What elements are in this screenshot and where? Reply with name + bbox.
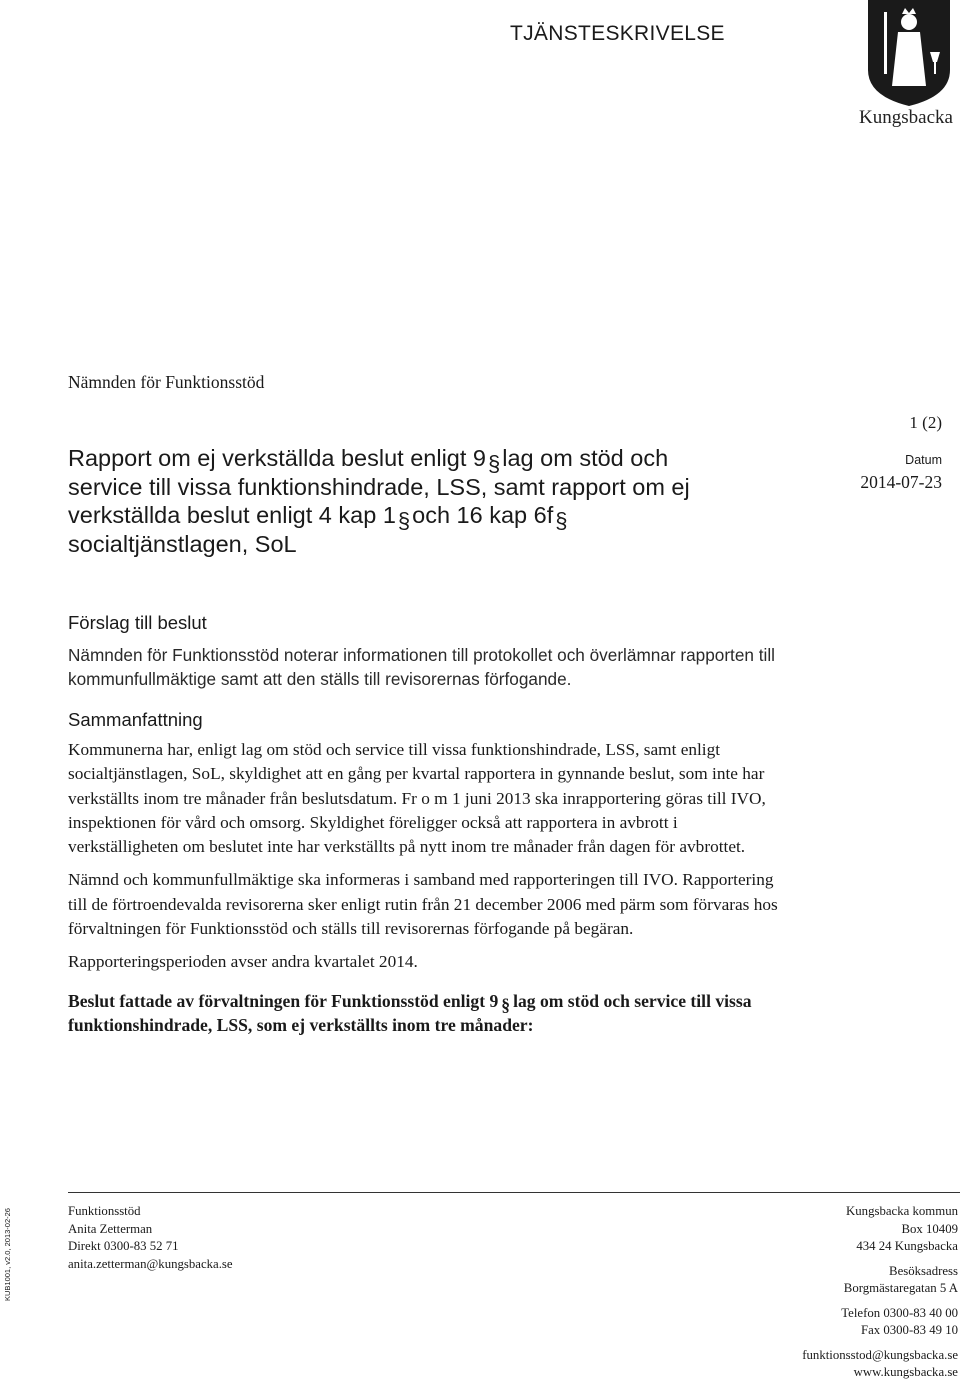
title-text: socialtjänstlagen, SoL [68, 531, 297, 557]
decision-heading [68, 989, 788, 1038]
footer-org-fax: Fax 0300-83 49 10 [860, 1323, 958, 1337]
footer-website-link[interactable]: www.kungsbacka.se [853, 1365, 958, 1379]
footer-org-name: Kungsbacka kommun [846, 1204, 958, 1218]
section-sign: § [501, 994, 511, 1015]
form-code: KUB1001, v2.0, 2013-02-26 [3, 1208, 12, 1301]
summary-heading: Sammanfattning [68, 709, 203, 730]
title-text: och 16 kap 6f [412, 502, 554, 528]
title-text: service till vissa funktionshindrade, LSS, samt rapport om ej [68, 474, 690, 500]
footer-phone: Direkt 0300-83 52 71 [68, 1239, 179, 1253]
footer-visit-address: Borgmästaregatan 5 A [843, 1281, 958, 1295]
section-sign: § [488, 451, 501, 476]
date-label: Datum [905, 453, 942, 467]
footer-visit-label: Besöksadress [889, 1263, 958, 1278]
proposal-text: Nämnden för Funktionsstöd noterar informationen till protokollet och överlämnar rapporten till kommunfullmäktige samt att den ställs till revisorernas förfogande. [68, 645, 775, 689]
document-type: TJÄNSTESKRIVELSE [510, 22, 725, 45]
footer-divider [68, 1192, 960, 1193]
logo-wordmark: Kungsbacka [859, 107, 953, 128]
footer-name: Anita Zetterman [68, 1221, 153, 1236]
footer-email-link[interactable]: anita.zetterman@kungsbacka.se [68, 1256, 233, 1271]
summary-body [68, 738, 788, 1046]
title-text: Rapport om ej verkställda beslut enligt 9 [68, 445, 486, 471]
section-sign: § [397, 508, 411, 533]
decision-heading-text: lag om stöd och service till vissa funktionshindrade, LSS, som ej verkställts inom tre månader: [68, 990, 752, 1035]
footer-box: Box 10409 [901, 1221, 958, 1236]
page-number: 1 (2) [909, 413, 942, 432]
footer-postal: 434 24 Kungsbacka [856, 1239, 958, 1253]
title-text: verkställda beslut enligt 4 kap 1 [68, 502, 396, 528]
footer-org-email-link[interactable]: funktionsstod@kungsbacka.se [802, 1347, 958, 1362]
coat-of-arms-icon [858, 0, 960, 108]
summary-paragraph: Rapporteringsperioden avser andra kvartalet 2014. [68, 952, 418, 972]
footer-organization [802, 1203, 958, 1382]
summary-paragraph: Kommunerna har, enligt lag om stöd och service till vissa funktionshindrade, LSS, samt enligt socialtjänstlagen, SoL, skyldighet att en gång per kvartal rapportera in gynnande beslut, som inte har verkställts inom tre månader från beslutsdatum. Fr o m 1 juni 2013 ska inrapportering göras till IVO, inspektionen för vård och omsorg. Skyldighet föreligger också att rapportera in avbrott i verkställigheten om beslutet inte har verkställts på nytt inom tre månader från dagen för avbrottet. [68, 740, 766, 857]
summary-paragraph: Nämnd och kommunfullmäktige ska informeras i samband med rapporteringen till IVO. Rapportering till de förtroendevalda revisorerna sker enligt rutin från 21 december 2006 med pärm som förvaras hos förvaltningen för Funktionsstöd och ställs till revisorernas förfogande på begäran. [68, 870, 778, 939]
decision-heading-text: Beslut fattade av förvaltningen för Funktionsstöd enligt 9 [68, 990, 499, 1011]
date-value: 2014-07-23 [860, 472, 942, 492]
document-title [68, 444, 768, 558]
recipient: Nämnden för Funktionsstöd [68, 372, 265, 392]
proposal-heading: Förslag till beslut [68, 612, 207, 633]
footer-org-phone: Telefon 0300-83 40 00 [841, 1305, 958, 1320]
section-sign: § [555, 508, 568, 533]
footer-department: Funktionsstöd [68, 1204, 141, 1218]
title-text: lag om stöd och [502, 445, 669, 471]
footer-contact [68, 1203, 233, 1273]
